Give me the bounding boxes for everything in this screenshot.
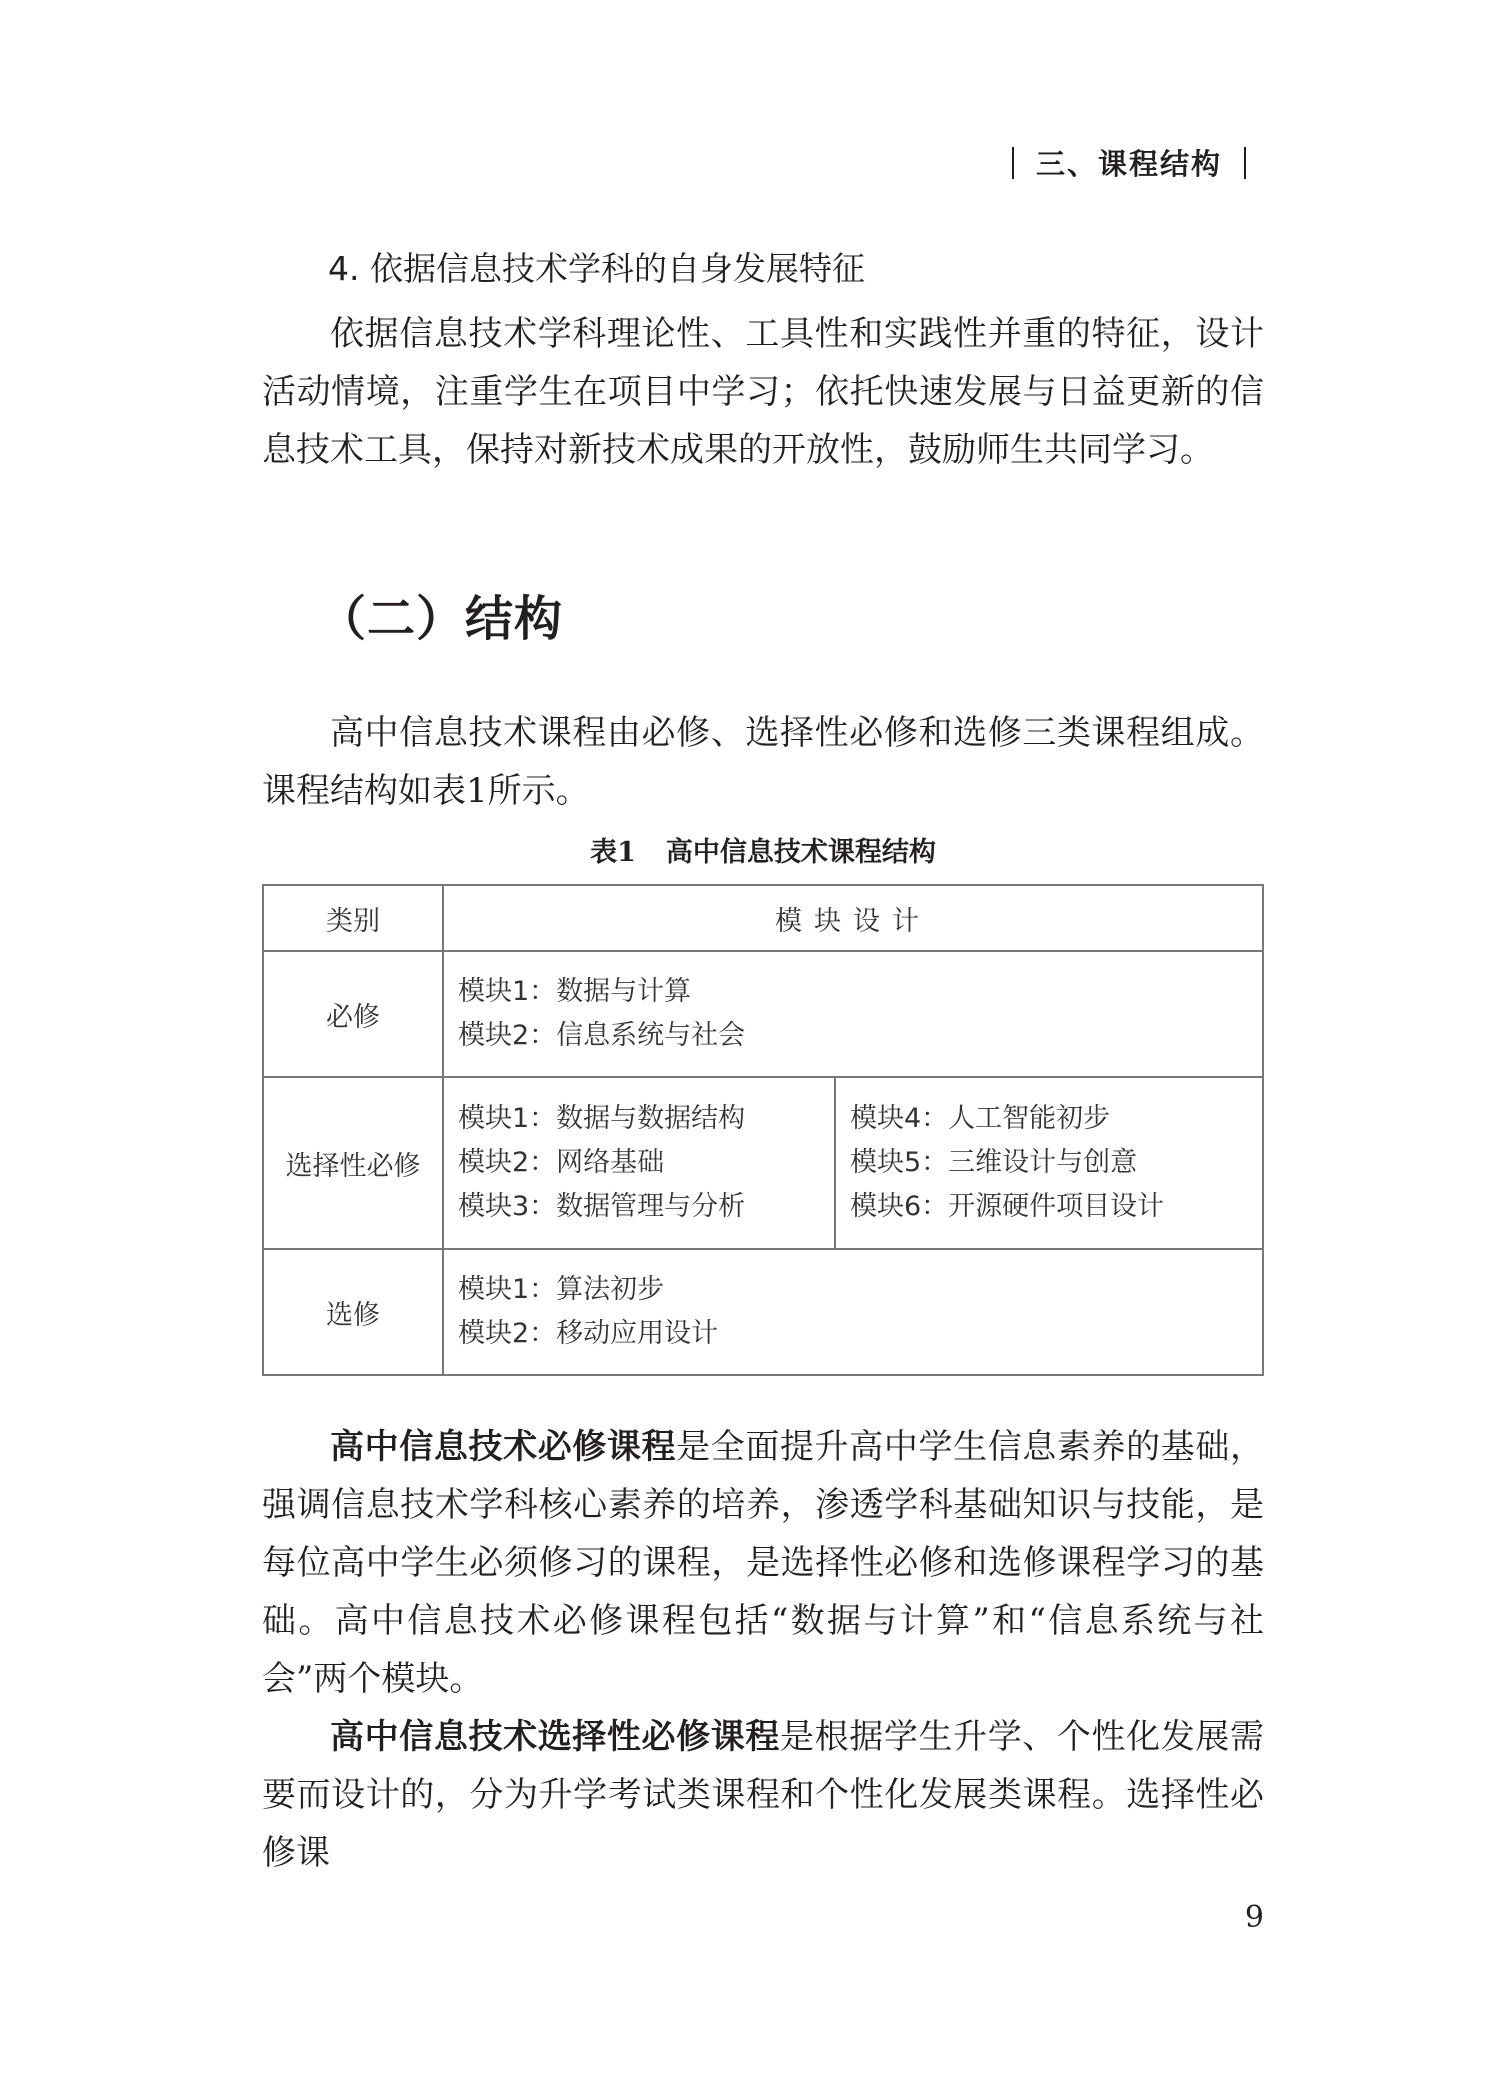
category-selective: 选择性必修 (263, 1077, 443, 1249)
selective-paragraph (262, 1708, 1264, 1882)
section-4-paragraph: 依据信息技术学科理论性、工具性和实践性并重的特征，设计活动情境，注重学生在项目中学习；依托快速发展与日益更新的信息技术工具，保持对新技术成果的开放性，鼓励师生共同学习。 (262, 314, 1264, 470)
compulsory-paragraph (262, 1418, 1264, 1708)
module-item: 模块6：开源硬件项目设计 (850, 1191, 1165, 1222)
section-4-heading: 4. 依据信息技术学科的自身发展特征 (328, 249, 865, 288)
modules-elective (443, 1249, 1263, 1375)
header-left-bar (1012, 147, 1014, 179)
table-caption-number: 表1 (590, 837, 636, 868)
table-caption (262, 830, 1264, 869)
structure-intro: 高中信息技术课程由必修、选择性必修和选修三类课程组成。课程结构如表1所示。 (262, 713, 1264, 811)
module-item: 模块5：三维设计与创意 (850, 1147, 1138, 1178)
table-row-compulsory (263, 951, 1263, 1077)
compulsory-paragraph-text: 是全面提升高中学生信息素养的基础，强调信息技术学科核心素养的培养，渗透学科基础知识与技能，是每位高中学生必须修习的课程，是选择性必修和选修课程学习的基础。高中信息技术必修课程包括“数据与计算”和“信息系统与社会”两个模块。 (262, 1427, 1265, 1699)
module-item: 模块1：数据与数据结构 (458, 1103, 746, 1134)
module-item: 模块2：移动应用设计 (458, 1318, 719, 1349)
structure-title: （二）结构 (318, 591, 564, 647)
header-category: 类别 (263, 885, 443, 951)
running-header-text: 三、课程结构 (1035, 147, 1222, 181)
category-compulsory: 必修 (263, 951, 443, 1077)
module-item: 模块4：人工智能初步 (850, 1103, 1111, 1134)
header-right-bar (1244, 147, 1246, 179)
table-header-row (263, 885, 1263, 951)
category-elective: 选修 (263, 1249, 443, 1375)
module-item: 模块1：算法初步 (458, 1274, 665, 1305)
page-number: 9 (1244, 1900, 1264, 1935)
modules-selective-right (835, 1077, 1263, 1249)
selective-paragraph-text: 是根据学生升学、个性化发展需要而设计的，分为升学考试类课程和个性化发展类课程。选择性必修课 (262, 1717, 1264, 1873)
selective-paragraph-lead: 高中信息技术选择性必修课程 (330, 1717, 780, 1757)
module-item: 模块3：数据管理与分析 (458, 1191, 746, 1222)
modules-selective-left (443, 1077, 835, 1249)
module-item: 模块1：数据与计算 (458, 976, 692, 1007)
curriculum-structure-table (262, 884, 1264, 1376)
header-module-design: 模块设计 (443, 885, 1263, 951)
table-caption-title: 高中信息技术课程结构 (665, 837, 936, 868)
modules-compulsory (443, 951, 1263, 1077)
table-row-selective (263, 1077, 1263, 1249)
running-header (990, 142, 1268, 183)
module-item: 模块2：信息系统与社会 (458, 1020, 746, 1051)
table-row-elective (263, 1249, 1263, 1375)
module-item: 模块2：网络基础 (458, 1147, 665, 1178)
compulsory-paragraph-lead: 高中信息技术必修课程 (330, 1427, 677, 1467)
